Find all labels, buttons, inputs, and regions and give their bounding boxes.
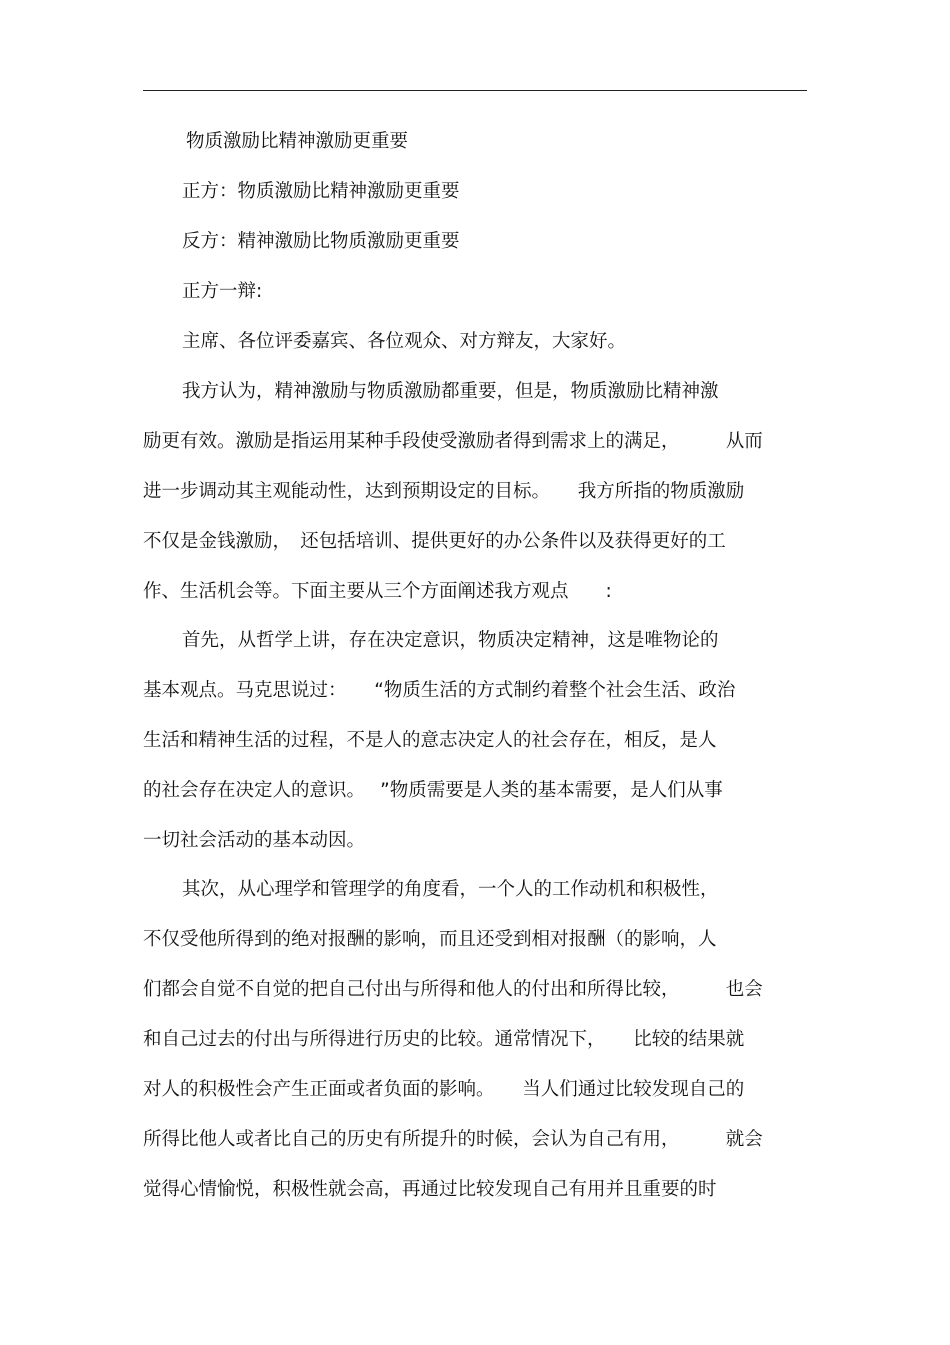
body-line: 所得比他人或者比自己的历史有所提升的时候，会认为自己有用， 就会: [143, 1129, 763, 1150]
body-line: 们都会自觉不自觉的把自己付出与所得和他人的付出和所得比较， 也会: [143, 979, 763, 1000]
body-line: 作、生活机会等。下面主要从三个方面阐述我方观点 :: [143, 581, 612, 602]
body-line: 和自己过去的付出与所得进行历史的比较。通常情况下， 比较的结果就: [143, 1029, 745, 1050]
affirmative-position: 正方：物质激励比精神激励更重要: [182, 181, 460, 202]
body-line: 不仅受他所得到的绝对报酬的影响，而且还受到相对报酬（的影响，人: [143, 929, 717, 950]
body-line: 生活和精神生活的过程，不是人的意志决定人的社会存在，相反，是人: [143, 730, 717, 751]
speaker-label: 正方一辩:: [182, 281, 263, 302]
body-line: 对人的积极性会产生正面或者负面的影响。 当人们通过比较发现自己的: [143, 1079, 745, 1100]
body-line: 一切社会活动的基本动因。: [143, 830, 366, 851]
body-line: 进一步调动其主观能动性，达到预期设定的目标。 我方所指的物质激励: [143, 481, 745, 502]
body-line: 的社会存在决定人的意识。 ”物质需要是人类的基本需要，是人们从事: [143, 780, 723, 801]
body-line: 我方认为，精神激励与物质激励都重要，但是，物质激励比精神激: [182, 381, 719, 402]
body-line: 其次，从心理学和管理学的角度看，一个人的工作动机和积极性，: [182, 879, 719, 900]
body-line: 觉得心情愉悦，积极性就会高，再通过比较发现自己有用并且重要的时: [143, 1179, 717, 1200]
body-line: 励更有效。激励是指运用某种手段使受激励者得到需求上的满足， 从而: [143, 431, 763, 452]
body-line: 首先，从哲学上讲，存在决定意识，物质决定精神，这是唯物论的: [182, 630, 719, 651]
document-title: 物质激励比精神激励更重要: [186, 131, 409, 152]
greeting-paragraph: 主席、各位评委嘉宾、各位观众、对方辩友，大家好。: [182, 331, 627, 352]
header-rule: [143, 90, 807, 91]
body-line: 基本观点。马克思说过： “物质生活的方式制约着整个社会生活、政治: [143, 680, 736, 701]
negative-position: 反方：精神激励比物质激励更重要: [182, 231, 460, 252]
body-line: 不仅是金钱激励， 还包括培训、提供更好的办公条件以及获得更好的工: [143, 531, 726, 552]
